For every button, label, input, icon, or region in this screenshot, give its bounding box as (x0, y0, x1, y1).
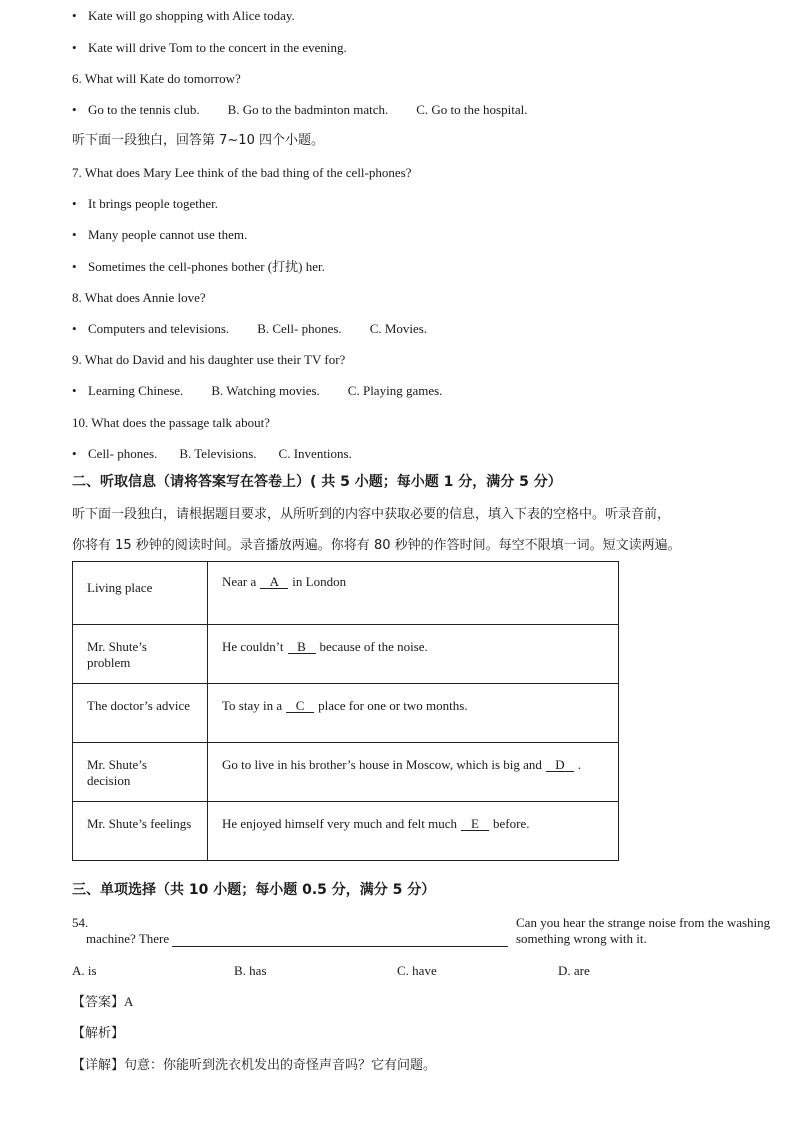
q54-part2: machine? There (86, 931, 508, 947)
q54-option-b: B. has (234, 963, 267, 978)
q10-option-b: B. Televisions. (179, 446, 257, 461)
blank-b[interactable]: B (288, 640, 316, 654)
row-label: Mr. Shute’s problem (73, 625, 208, 684)
q9-option-c: C. Playing games. (347, 383, 443, 398)
row-label: The doctor’s advice (73, 684, 208, 743)
blank-e[interactable]: E (461, 817, 489, 831)
row-label: Living place (73, 562, 208, 625)
q9-option-a: Learning Chinese. (88, 383, 184, 398)
q7-option-c: • Sometimes the cell-phones bother (打扰) her. (72, 259, 325, 275)
row-content: Near a A in London (208, 562, 619, 625)
blank-a[interactable]: A (260, 575, 288, 589)
q6-option-b: B. Go to the badminton match. (227, 102, 389, 117)
row-content: He enjoyed himself very much and felt much E before. (208, 802, 619, 861)
q6-option-a: Go to the tennis club. (88, 102, 200, 117)
answer-line (72, 994, 133, 1011)
detail-line (72, 1057, 436, 1074)
analysis-label: 【解析】 (72, 1026, 125, 1041)
q54-option-c: C. have (397, 963, 437, 978)
detail-text: 句意：你能听到洗衣机发出的奇怪声音吗？它有问题。 (124, 1058, 437, 1073)
monologue-intro: 听下面一段独白，回答第 7~10 四个小题。 (72, 133, 324, 148)
q6-option-c: C. Go to the hospital. (416, 102, 528, 117)
table-row (73, 802, 619, 861)
table-row (73, 743, 619, 802)
q7-option-b: • Many people cannot use them. (72, 227, 247, 243)
q9-option-b: B. Watching movies. (211, 383, 320, 398)
q10-options (72, 446, 352, 462)
q10-option-c: C. Inventions. (278, 446, 352, 461)
q54-option-d: D. are (558, 963, 590, 978)
q8-option-b: B. Cell- phones. (257, 321, 342, 336)
q7-option-a: • It brings people together. (72, 196, 218, 212)
row-label: Mr. Shute’s decision (73, 743, 208, 802)
q6-question: 6. What will Kate do tomorrow? (72, 71, 241, 86)
q7-question: 7. What does Mary Lee think of the bad thing of the cell-phones? (72, 165, 412, 180)
section2-title: 二、听取信息（请将答案写在答卷上）( 共 5 小题；每小题 1 分，满分 5 分） (72, 474, 562, 490)
section3-title: 三、单项选择（共 10 小题；每小题 0.5 分，满分 5 分） (72, 882, 436, 898)
q9-question: 9. What do David and his daughter use their TV for? (72, 352, 346, 367)
section2-instruction-1: 听下面一段独白，请根据题目要求，从所听到的内容中获取必要的信息，填入下表的空格中。听录音前， (72, 507, 671, 522)
table-row (73, 684, 619, 743)
q54-option-a: A. is (72, 963, 97, 978)
q10-question: 10. What does the passage talk about? (72, 415, 270, 430)
section2-instruction-2: 你将有 15 秒钟的阅读时间。录音播放两遍。你将有 80 秒钟的作答时间。每空不限填一词。短文读两遍。 (72, 538, 681, 553)
q10-option-a: Cell- phones. (88, 446, 158, 461)
q8-options (72, 321, 427, 337)
answer-blank[interactable] (172, 934, 508, 947)
answer-value: A (124, 994, 134, 1009)
q8-option-c: C. Movies. (369, 321, 428, 336)
blank-d[interactable]: D (546, 758, 574, 772)
blank-c[interactable]: C (286, 699, 314, 713)
q54-part1: Can you hear the strange noise from the washing (516, 915, 771, 930)
q5-option-c: • Kate will drive Tom to the concert in the evening. (72, 40, 347, 56)
q8-option-a: Computers and televisions. (88, 321, 230, 336)
info-table (72, 561, 619, 861)
row-label: Mr. Shute’s feelings (73, 802, 208, 861)
row-content: He couldn’t B because of the noise. (208, 625, 619, 684)
detail-label: 【详解】 (72, 1058, 125, 1073)
q5-option-b: • Kate will go shopping with Alice today. (72, 8, 295, 24)
row-content: To stay in a C place for one or two months. (208, 684, 619, 743)
q9-options (72, 383, 442, 399)
table-row (73, 625, 619, 684)
table-row (73, 562, 619, 625)
q8-question: 8. What does Annie love? (72, 290, 206, 305)
q6-options (72, 102, 527, 118)
answer-label: 【答案】 (72, 995, 125, 1010)
q54-part3: something wrong with it. (516, 931, 647, 946)
q54-number: 54. (72, 915, 89, 930)
row-content: Go to live in his brother’s house in Moscow, which is big and D . (208, 743, 619, 802)
